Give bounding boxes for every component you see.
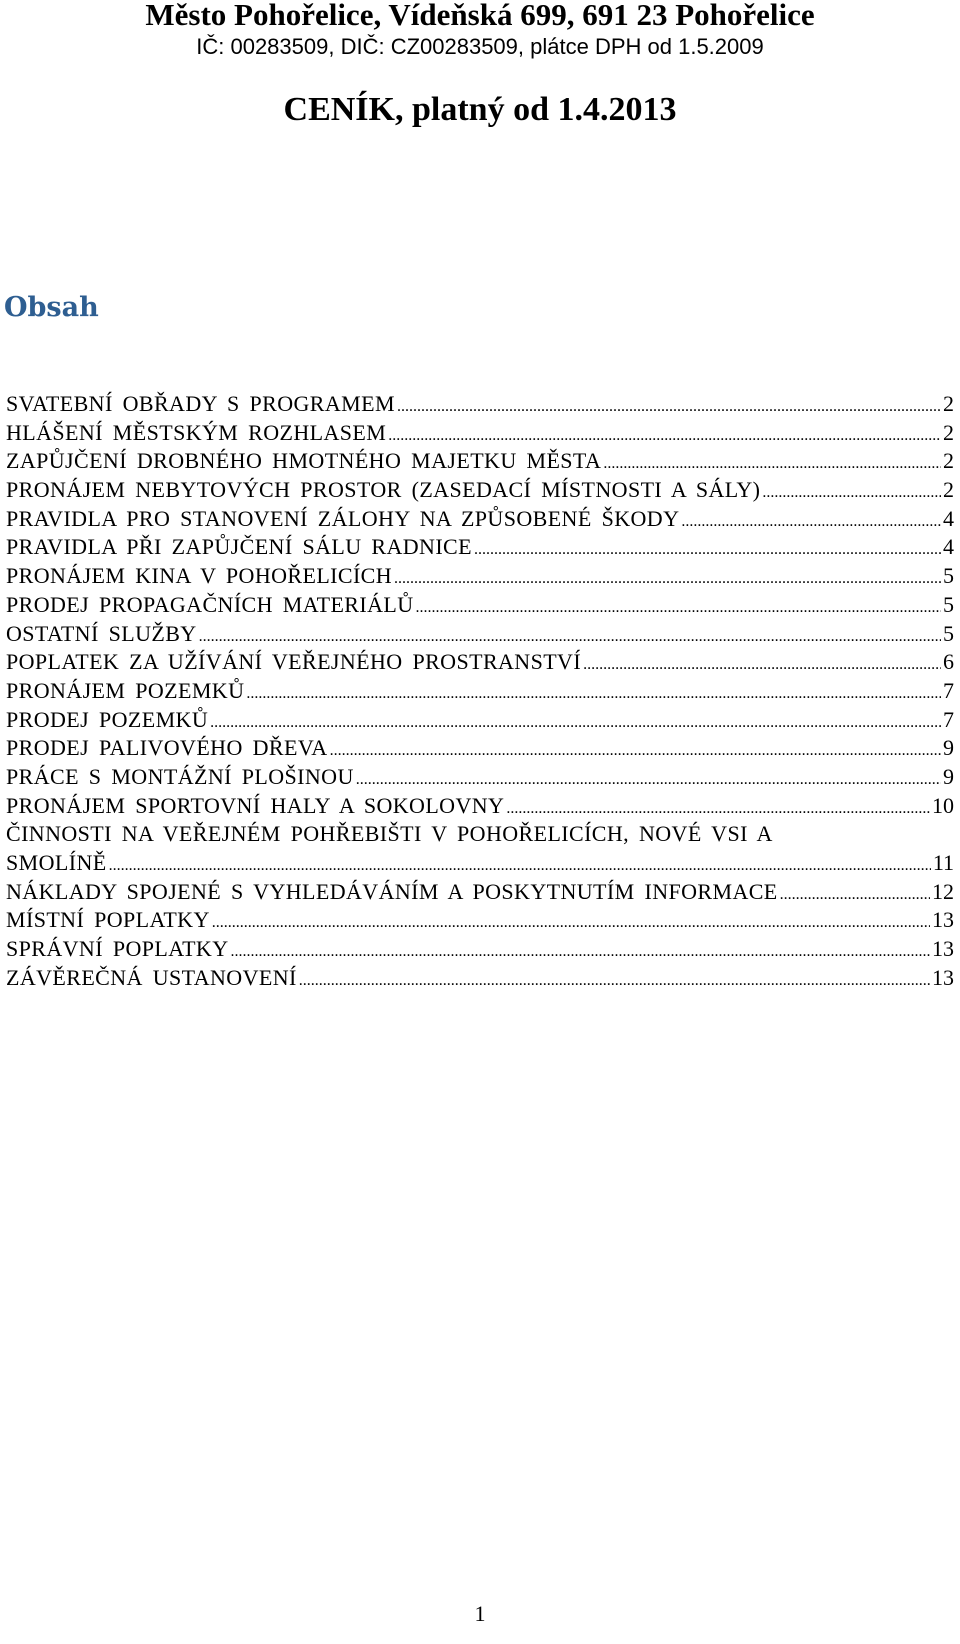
toc-entry-page: 12 (932, 878, 954, 904)
toc-entry-page: 9 (943, 735, 954, 761)
toc-entry-page: 2 (943, 391, 954, 416)
dot-leader (299, 967, 930, 996)
toc-entry-label: PRÁCE S MONTÁŽNÍ PLOŠINOU (6, 763, 354, 789)
toc-entry-page: 5 (943, 563, 954, 589)
dot-leader (474, 536, 941, 565)
dot-leader (397, 393, 941, 422)
dot-leader (681, 508, 941, 537)
dot-leader (388, 422, 941, 451)
dot-leader (356, 766, 941, 795)
toc-entry-page: 6 (943, 649, 954, 675)
toc-entry-page: 13 (932, 964, 954, 990)
toc-entry-label: PRONÁJEM NEBYTOVÝCH PROSTOR (ZASEDACÍ MÍSTNOSTI A SÁLY) (6, 477, 761, 503)
toc-entry-page: 7 (943, 677, 954, 703)
toc-entry-page: 4 (943, 534, 954, 560)
toc-entry-page: 5 (943, 620, 954, 646)
toc-entry-label: OSTATNÍ SLUŽBY (6, 620, 197, 646)
toc-entry-page: 4 (943, 505, 954, 531)
organization-ids: IČ: 00283509, DIČ: CZ00283509, plátce DPH od 1.5.2009 (196, 34, 764, 59)
table-of-contents (6, 390, 954, 992)
toc-entry-label: PRODEJ POZEMKŮ (6, 706, 209, 732)
toc-entry[interactable] (6, 476, 954, 505)
toc-entry[interactable] (6, 734, 954, 763)
toc-entry[interactable] (6, 533, 954, 562)
toc-entry-page: 2 (943, 477, 954, 503)
toc-entry[interactable] (6, 792, 954, 821)
toc-entry[interactable] (6, 849, 954, 878)
toc-entry-label: PRAVIDLA PŘI ZAPŮJČENÍ SÁLU RADNICE (6, 534, 472, 560)
toc-entry-page: 13 (932, 907, 954, 933)
toc-entry-label-line1: ČINNOSTI NA VEŘEJNÉM POHŘEBIŠTI V POHOŘELICÍCH, NOVÉ VSI A (6, 821, 773, 847)
toc-entry[interactable] (6, 763, 954, 792)
dot-leader (199, 623, 941, 652)
organization-name: Město Pohořelice, Vídeňská 699, 691 23 Pohořelice (145, 0, 815, 32)
page-number: 1 (474, 1601, 486, 1626)
toc-entry-label: PRODEJ PALIVOVÉHO DŘEVA (6, 735, 328, 761)
toc-entry-page: 5 (943, 591, 954, 617)
toc-entry[interactable] (6, 935, 954, 964)
toc-entry-label: ZÁVĚREČNÁ USTANOVENÍ (6, 964, 297, 990)
dot-leader (394, 565, 941, 594)
toc-entry-label: HLÁŠENÍ MĚSTSKÝM ROZHLASEM (6, 419, 387, 445)
dot-leader (583, 651, 941, 680)
dot-leader (416, 594, 941, 623)
dot-leader (603, 450, 941, 479)
dot-leader (212, 909, 930, 938)
toc-entry-page: 10 (932, 792, 954, 818)
dot-leader (210, 709, 941, 738)
dot-leader (330, 737, 941, 766)
toc-entry-label: SVATEBNÍ OBŘADY S PROGRAMEM (6, 391, 395, 416)
toc-entry-label: NÁKLADY SPOJENÉ S VYHLEDÁVÁNÍM A POSKYTNUTÍM INFORMACE (6, 878, 778, 904)
toc-entry-page: 2 (943, 448, 954, 474)
toc-entry-label: SPRÁVNÍ POPLATKY (6, 936, 229, 962)
toc-entry-page: 2 (943, 419, 954, 445)
toc-entry[interactable] (6, 878, 954, 907)
toc-entry[interactable] (6, 648, 954, 677)
toc-entry[interactable] (6, 390, 954, 419)
toc-entry-wrapped-line[interactable] (6, 820, 954, 849)
dot-leader (762, 479, 941, 508)
dot-leader (231, 938, 931, 967)
toc-entry[interactable] (6, 447, 954, 476)
toc-entry[interactable] (6, 591, 954, 620)
toc-entry[interactable] (6, 706, 954, 735)
toc-entry[interactable] (6, 562, 954, 591)
toc-entry-label: MÍSTNÍ POPLATKY (6, 907, 210, 933)
dot-leader (246, 680, 941, 709)
toc-entry-label: PRONÁJEM KINA V POHOŘELICÍCH (6, 563, 393, 589)
dot-leader (780, 881, 930, 910)
toc-entry-label: PRONÁJEM SPORTOVNÍ HALY A SOKOLOVNY (6, 792, 505, 818)
toc-entry-label: POPLATEK ZA UŽÍVÁNÍ VEŘEJNÉHO PROSTRANSTVÍ (6, 649, 582, 675)
dot-leader (506, 795, 930, 824)
toc-entry-label: PRAVIDLA PRO STANOVENÍ ZÁLOHY NA ZPŮSOBENÉ ŠKODY (6, 505, 680, 531)
toc-entry[interactable] (6, 906, 954, 935)
toc-entry-label: ZAPŮJČENÍ DROBNÉHO HMOTNÉHO MAJETKU MĚSTA (6, 448, 602, 474)
toc-entry-label: PRONÁJEM POZEMKŮ (6, 677, 245, 703)
toc-entry-page: 11 (932, 850, 954, 875)
toc-entry-label: SMOLÍNĚ (6, 850, 107, 875)
toc-entry-label: PRODEJ PROPAGAČNÍCH MATERIÁLŮ (6, 591, 414, 617)
toc-entry-page: 13 (932, 936, 954, 962)
toc-entry[interactable] (6, 964, 954, 993)
toc-entry-page: 9 (943, 763, 954, 789)
toc-entry[interactable] (6, 620, 954, 649)
toc-entry[interactable] (6, 419, 954, 448)
toc-entry[interactable] (6, 505, 954, 534)
dot-leader (109, 852, 931, 881)
document-title: CENÍK, platný od 1.4.2013 (283, 91, 677, 128)
toc-entry-page: 7 (943, 706, 954, 732)
toc-entry[interactable] (6, 677, 954, 706)
toc-heading: Obsah (4, 292, 99, 323)
